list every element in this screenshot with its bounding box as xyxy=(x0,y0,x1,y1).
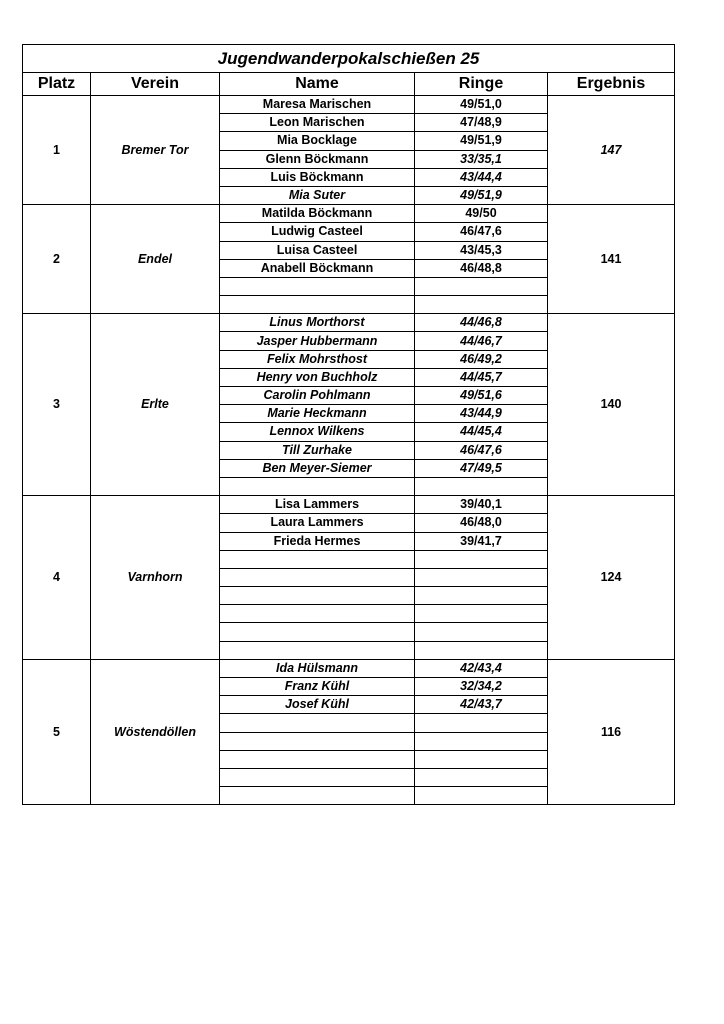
ringe-cell xyxy=(415,550,548,568)
name-cell: Till Zurhake xyxy=(220,441,415,459)
name-cell xyxy=(220,641,415,659)
header-row xyxy=(23,73,675,96)
name-cell xyxy=(220,750,415,768)
ergebnis-cell: 140 xyxy=(548,314,675,496)
name-cell xyxy=(220,623,415,641)
name-cell: Leon Marischen xyxy=(220,114,415,132)
name-cell: Laura Lammers xyxy=(220,514,415,532)
name-cell: Luis Böckmann xyxy=(220,168,415,186)
ringe-cell: 46/48,8 xyxy=(415,259,548,277)
header-name: Name xyxy=(220,73,415,96)
ringe-cell: 49/51,6 xyxy=(415,387,548,405)
ringe-cell: 44/45,4 xyxy=(415,423,548,441)
platz-cell: 2 xyxy=(23,205,91,314)
ringe-cell xyxy=(415,732,548,750)
ringe-cell: 49/51,9 xyxy=(415,132,548,150)
name-cell xyxy=(220,714,415,732)
ringe-cell: 47/48,9 xyxy=(415,114,548,132)
name-cell: Matilda Böckmann xyxy=(220,205,415,223)
ringe-cell xyxy=(415,787,548,805)
name-cell: Maresa Marischen xyxy=(220,96,415,114)
name-cell xyxy=(220,787,415,805)
ringe-cell: 32/34,2 xyxy=(415,678,548,696)
ringe-cell xyxy=(415,623,548,641)
header-verein: Verein xyxy=(91,73,220,96)
table-row xyxy=(23,659,675,677)
name-cell: Luisa Casteel xyxy=(220,241,415,259)
ringe-cell: 46/47,6 xyxy=(415,441,548,459)
name-cell: Ben Meyer-Siemer xyxy=(220,459,415,477)
verein-cell: Bremer Tor xyxy=(91,96,220,205)
ringe-cell xyxy=(415,277,548,295)
name-cell xyxy=(220,605,415,623)
name-cell xyxy=(220,550,415,568)
name-cell xyxy=(220,277,415,295)
ringe-cell: 43/44,4 xyxy=(415,168,548,186)
verein-cell: Endel xyxy=(91,205,220,314)
platz-cell: 1 xyxy=(23,96,91,205)
ringe-cell xyxy=(415,568,548,586)
name-cell: Josef Kühl xyxy=(220,696,415,714)
name-cell: Lennox Wilkens xyxy=(220,423,415,441)
name-cell: Henry von Buchholz xyxy=(220,368,415,386)
ringe-cell: 44/46,8 xyxy=(415,314,548,332)
name-cell: Anabell Böckmann xyxy=(220,259,415,277)
ringe-cell xyxy=(415,587,548,605)
ringe-cell xyxy=(415,641,548,659)
results-table xyxy=(22,44,675,805)
name-cell: Lisa Lammers xyxy=(220,496,415,514)
ringe-cell xyxy=(415,714,548,732)
ergebnis-cell: 124 xyxy=(548,496,675,660)
page-title: Jugendwanderpokalschießen 25 xyxy=(23,45,675,73)
ringe-cell: 49/51,0 xyxy=(415,96,548,114)
platz-cell: 5 xyxy=(23,659,91,805)
table-row xyxy=(23,314,675,332)
ringe-cell xyxy=(415,477,548,495)
name-cell xyxy=(220,587,415,605)
ringe-cell: 44/46,7 xyxy=(415,332,548,350)
header-platz: Platz xyxy=(23,73,91,96)
name-cell: Franz Kühl xyxy=(220,678,415,696)
table-row xyxy=(23,205,675,223)
name-cell xyxy=(220,568,415,586)
name-cell xyxy=(220,477,415,495)
ringe-cell: 39/40,1 xyxy=(415,496,548,514)
ringe-cell: 49/51,9 xyxy=(415,186,548,204)
header-ringe: Ringe xyxy=(415,73,548,96)
ringe-cell: 43/45,3 xyxy=(415,241,548,259)
header-ergebnis: Ergebnis xyxy=(548,73,675,96)
name-cell: Mia Suter xyxy=(220,186,415,204)
ringe-cell xyxy=(415,296,548,314)
name-cell: Felix Mohrsthost xyxy=(220,350,415,368)
ringe-cell: 43/44,9 xyxy=(415,405,548,423)
name-cell: Carolin Pohlmann xyxy=(220,387,415,405)
ergebnis-cell: 116 xyxy=(548,659,675,805)
name-cell xyxy=(220,732,415,750)
table-row xyxy=(23,496,675,514)
ringe-cell: 46/49,2 xyxy=(415,350,548,368)
name-cell xyxy=(220,296,415,314)
platz-cell: 4 xyxy=(23,496,91,660)
results-sheet xyxy=(22,44,674,805)
ringe-cell: 42/43,4 xyxy=(415,659,548,677)
ringe-cell: 46/47,6 xyxy=(415,223,548,241)
ringe-cell xyxy=(415,750,548,768)
ringe-cell: 44/45,7 xyxy=(415,368,548,386)
verein-cell: Wöstendöllen xyxy=(91,659,220,805)
name-cell: Mia Bocklage xyxy=(220,132,415,150)
ergebnis-cell: 141 xyxy=(548,205,675,314)
name-cell: Glenn Böckmann xyxy=(220,150,415,168)
ringe-cell xyxy=(415,768,548,786)
ringe-cell: 49/50 xyxy=(415,205,548,223)
name-cell xyxy=(220,768,415,786)
ringe-cell: 42/43,7 xyxy=(415,696,548,714)
table-row xyxy=(23,96,675,114)
ringe-cell xyxy=(415,605,548,623)
name-cell: Ludwig Casteel xyxy=(220,223,415,241)
name-cell: Linus Morthorst xyxy=(220,314,415,332)
name-cell: Jasper Hubbermann xyxy=(220,332,415,350)
ringe-cell: 33/35,1 xyxy=(415,150,548,168)
ringe-cell: 39/41,7 xyxy=(415,532,548,550)
ringe-cell: 46/48,0 xyxy=(415,514,548,532)
name-cell: Frieda Hermes xyxy=(220,532,415,550)
ergebnis-cell: 147 xyxy=(548,96,675,205)
platz-cell: 3 xyxy=(23,314,91,496)
verein-cell: Varnhorn xyxy=(91,496,220,660)
ringe-cell: 47/49,5 xyxy=(415,459,548,477)
verein-cell: Erlte xyxy=(91,314,220,496)
name-cell: Marie Heckmann xyxy=(220,405,415,423)
name-cell: Ida Hülsmann xyxy=(220,659,415,677)
